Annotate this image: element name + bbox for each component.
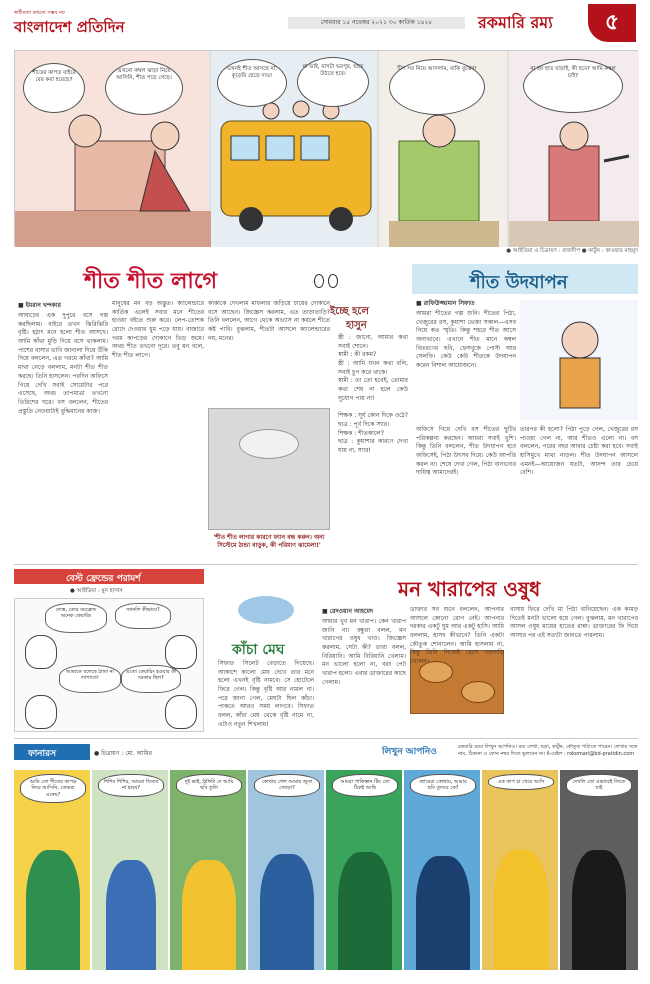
cricket-photo: [248, 770, 326, 970]
cloud-icon: [222, 592, 312, 636]
speech-bubble: আমাকে বলেছে ঠান্ডা না লাগাতে!: [59, 665, 121, 693]
article-body: অফিসে গিয়ে দেখি বস শীতের ছুটির পরিকল্পনা করছেন। আমরা সবাই খুশি। কিন্তু তিনি বললেন, শীত উদযাপন হবে অফিসেই, পিঠা উৎসব দিয়ে। কেউ আপত্তি করল না। শেষে দেখা গেল, পিঠা বানানোর দায়িত্ব আমাদেরই।: [416, 426, 516, 477]
cricket-photo: [170, 770, 248, 970]
photo-caption: 'শীত শীত লাগার কারণে ফ্যান বন্ধ করুন। অন্য সিস্টেমে ঠান্ডা বাড়ুক, কী পরিমাণ ঝামেলা!': [213, 534, 325, 549]
section-divider: [14, 738, 638, 739]
rage-face-icon: [165, 635, 197, 669]
speech-bubble: টিপ সব নিয়ে আসলাম, বাকি বুঝেন!: [389, 59, 485, 115]
comic-credit: ● আইডিয়া ও চিত্রায়ণ : রাজদীপ ● কার্টুন : কাওছার মাহমুদ: [506, 248, 638, 254]
cricket-photo: [404, 770, 482, 970]
logo-text: বাংলাদেশ প্রতিদিন: [14, 18, 125, 36]
player-figure: [338, 852, 392, 970]
article-byline: ■ রাফিউজ্জামান সিফাত: [416, 300, 475, 307]
rage-face-icon: [25, 635, 57, 669]
joke-section-subtitle: হাসুন: [346, 320, 367, 331]
comic-title[interactable]: বেস্ট ফ্রেন্ডের পরামর্শ: [66, 574, 141, 584]
speech-bubble: দুই ভাই, ট্রফিটা দে আমি ছবি তুলি: [176, 774, 242, 797]
article-body: কাকাকে দেখলাম মাফলার জড়িয়ে চায়ের দোকানে বসে আছেন। জিজ্ঞেস করলাম, এত তাড়াতাড়ি? তিনি বললেন, আগে থেকে অভ্যাস না করলে শীতে কষ্ট পাবি। বুঝলাম, শীতটা আসলে ক্যালেন্ডারের নয়, মনের।: [208, 300, 330, 342]
article-body: আমরা শীতের গল্প শুনি। শীতের পিঠা, খেজুরের রস, কুয়াশা ভেজা সকাল—এসব নিয়ে কত স্মৃতি। কিন্তু শহরে শীত আসে অন্যভাবে। এখানে শীত মানে কম্বল বিতরণের ছবি, ফেসবুকে পোস্ট আর সেলফি। কেউ কেউ শীতকে উদযাপন করেন বিশাল আয়োজনে।: [416, 310, 516, 370]
speech-bubble: এখনো কম্বল ঝাড়া নিয়ে আসিনি, শীত পড়ে গেছে।: [105, 61, 183, 115]
comic-credit: ● আইডিয়া : মুন হাসান: [70, 588, 123, 594]
newspaper-logo[interactable]: [14, 10, 154, 38]
cricket-photo: [326, 770, 404, 970]
player-figure: [416, 856, 470, 970]
speech-bubble: কোথায় গেল আমার জুতা জোড়া?: [254, 774, 320, 797]
speech-bubble: এতো কেয়ারিং হওয়ার কী দরকার ছিল?: [121, 665, 181, 693]
eye-icon: [328, 274, 338, 288]
cricket-photo: [92, 770, 170, 970]
section-credit: ● চিত্রায়ণ : মো. আমির: [94, 750, 152, 757]
cricket-photo: [560, 770, 638, 970]
masthead: [0, 0, 650, 46]
player-figure: [494, 850, 548, 970]
joke-text: স্ত্রী : জানো, আমার কথা সবাই শোনে। স্বামী : কী রকম? স্ত্রী : আমি যখন কথা বলি, সবাই চুপ করে থাকে। স্বামী : তা তো হবেই, তোমার কথা শেষ না হলে কেউ সুযোগ পায় না! শিক্ষক : সূর্য কোন দিকে ওঠে? ছাত্র : পূর্ব দিকে স্যার। শিক্ষক : শীতকালে? ছাত্র : কুয়াশার কারণে দেখা যায় না, স্যার!: [338, 334, 408, 454]
speech-bubble: না ভাই, বাসটা ভরপুর, ছাদে উঠতে হবে।: [297, 57, 369, 107]
speech-bubble: আমরা পাকিস্তান টিম তো ঠিকই আছি: [332, 774, 398, 797]
section-divider: [14, 564, 638, 565]
article-title[interactable]: শীত শীত লাগে: [84, 269, 217, 294]
winter-cartoon: [520, 300, 638, 420]
speech-bubble: জানলি কীভাবে?: [115, 603, 171, 629]
player-figure: [26, 850, 80, 970]
article-body: মানুষের মন বড় অদ্ভুত। ক্যালেন্ডারে কার্তিক এলেই সবার মনে শীতের হাওয়া বইতে শুরু করে। লেপ-তোশক রোদে দেওয়ার ধুম পড়ে যায়। বাজারে গরম কাপড়ের দোকানে ভিড় জমে। অথচ শীত তখনো দূরে। তবু মন বলে, শীত শীত লাগে।: [112, 300, 204, 360]
speech-bubble: না হয় হাত বাড়াই, কী হবে? আমি কম্বল চাই?: [523, 59, 623, 113]
eye-icon: [314, 274, 324, 288]
article-title[interactable]: কাঁচা মেঘ: [232, 642, 285, 658]
submission-title[interactable]: লিখুন আপনিও: [382, 747, 437, 757]
article-body: ডাক্তার সব শুনে বললেন, আপনার আসলে কোনো রোগ নেই। আপনার দরকার একটু ঘুম আর একটু হাসি। আমি বললাম, হাসব কীভাবে? তিনি একটা কৌতুক শোনালেন। আমি হাসলাম না, কিন্তু তিনি নিজেই হেসে গড়াগড়ি খেলেন।: [410, 606, 504, 666]
article-body: তারপর কী হলো? পিঠা পুড়ে গেল, খেজুরের রস পাওয়া গেল না, আর শীতও এলো না। বস বললেন, পরের বছর আবার চেষ্টা করা হবে। সবাই হাসিমুখে মাথা নাড়ল। শীত উদযাপন আসলে এমনই—আয়োজন যতটা, আনন্দ তার চেয়ে বেশি।: [520, 426, 638, 477]
player-figure: [106, 860, 156, 970]
speech-bubble: দোস্ত, তোর বয়ফ্রেন্ড অনেক কেয়ারিং: [45, 603, 107, 633]
article-body: বাসায় ফিরে দেখি মা পিঠা বানিয়েছেন। এক কামড় দিতেই মনটা ভালো হয়ে গেল। বুঝলাম, মন খারাপের আসল ওষুধ মায়ের হাতের রান্না। ডাক্তারের ফি দিয়ে আসার পর এই সত্যটা জানতে পারলাম।: [510, 606, 638, 640]
comic-strip[interactable]: [14, 50, 638, 246]
comic-panel-3: [379, 51, 509, 247]
speech-bubble: ক্যামেরা কোথায়, আমার ছবি তুলবে কে?: [410, 774, 476, 797]
article-byline: ■ রেদওয়ান আহমেদ: [322, 608, 374, 615]
page-number: ৫: [588, 4, 636, 42]
cloud-shape: [238, 596, 294, 624]
comic-panel-2: [211, 51, 379, 247]
speech-bubble: এক কাপ চা খেয়ে আসি: [488, 774, 554, 790]
article-body: আমার খুব মন খারাপ। কেন খারাপ জানি না। বন্ধুরা বলল, মন খারাপের ওষুধ খাও। জিজ্ঞেস করলাম, সেটা কী? তারা বলল, বিরিয়ানি। আমি বিরিয়ানি খেলাম। মন ভালো হলো না, বরং পেট খারাপ হলো। এবার ডাক্তারের কাছে গেলাম।: [322, 618, 407, 686]
article-body: সিফাত সিলেট বেড়াতে গিয়েছে। আকাশে কালো মেঘ দেখে তার মনে হলো এখনই বৃষ্টি নামবে। সে হোটেলে ফিরে গেল। কিন্তু বৃষ্টি আর নামল না। পরে জানা গেল, মেঘটা ছিল কাঁচা। পাকতে আরও সময় লাগবে। সিফাত বলল, কাঁচা মেঘ থেকে বৃষ্টি নামে না, এটাও নতুন শিখলাম!: [218, 660, 314, 728]
player-figure: [260, 854, 314, 970]
ceiling-fan-photo: [208, 408, 330, 530]
bowl-icon: [461, 681, 495, 703]
cartoon-illustration: [520, 300, 638, 420]
section-title: রকমারি রম্য: [478, 13, 553, 32]
player-figure: [182, 860, 236, 970]
issue-date: সোমবার ১৫ নভেম্বর ২০২১ ৩০ কার্তিক ১৪২৮: [288, 17, 465, 29]
article-byline: ■ ইমরান খন্দকার: [18, 302, 61, 309]
logo-tagline: স্বাধীনতা কখনো সম্ভব নয়: [14, 10, 65, 16]
speech-bubble: শিশির শিশির, আমরা জিতব না হারব?: [98, 774, 164, 797]
speech-bubble: শীতের কাপড় বাইরে বের করা হয়েছে?: [23, 63, 85, 113]
speech-bubble: দেখলি তো এভাবেই জিতে যাই: [566, 774, 632, 797]
joke-section-title: ইচ্ছে হলে: [330, 306, 369, 317]
cricket-photo: [14, 770, 92, 970]
section-title[interactable]: ফানারস: [28, 749, 57, 759]
player-figure: [572, 850, 626, 970]
speech-bubble: এখনই শীত আসছে না, কুড়েমি ছেড়ে দাও!: [217, 59, 287, 107]
article-body: আষাঢ়ের এক দুপুরে বসে গল্প করছিলাম। বাইরে তখন ঝিরিঝিরি বৃষ্টি। হঠাৎ মনে হলো শীত আসছে। আমি কাঁথা মুড়ি দিয়ে বসে থাকলাম। পাশের বাসার ভাবি জানালা দিয়ে উঁকি দিয়ে বললেন, এত গরমে কাঁথা? আমি মাথা নেড়ে বললাম, মনটা শীত শীত করছে। তিনি হাসলেন। পরদিন অফিসে গিয়ে দেখি সবাই সোয়েটার পরে এসেছে, অথচ তাপমাত্রা তখনো তিরিশের ঘরে। বস বললেন, শীতের প্রস্তুতি নেওয়াটাই বুদ্ধিমানের কাজ।: [18, 312, 109, 415]
submission-info: রকমারি রম্যে লিখুন আপনিও। রম্য লেখা, ছড়া, কার্টুন, কৌতুক পাঠাতে পারেন। লেখার সঙ্গে নাম, ঠিকানা ও ফোন নম্বর দিতে ভুলবেন না। ই-মেইল : rokomari@bd-pratidin.com: [458, 744, 638, 757]
speech-bubble: আমি তো শীতের কাপড় নিয়ে আসিনি, তোমরা এনেছ?: [20, 774, 86, 803]
article-title[interactable]: শীত উদযাপন: [470, 272, 568, 293]
article-title[interactable]: মন খারাপের ওষুধ: [398, 577, 541, 601]
comic-panel-4: [509, 51, 639, 247]
rage-comic: [14, 598, 204, 732]
fan-icon: [239, 429, 299, 459]
funny-face-icon: [304, 270, 350, 304]
rage-face-icon: [25, 695, 57, 729]
rage-face-icon: [165, 695, 197, 729]
cricket-photo: [482, 770, 560, 970]
comic-panel-1: [15, 51, 211, 247]
